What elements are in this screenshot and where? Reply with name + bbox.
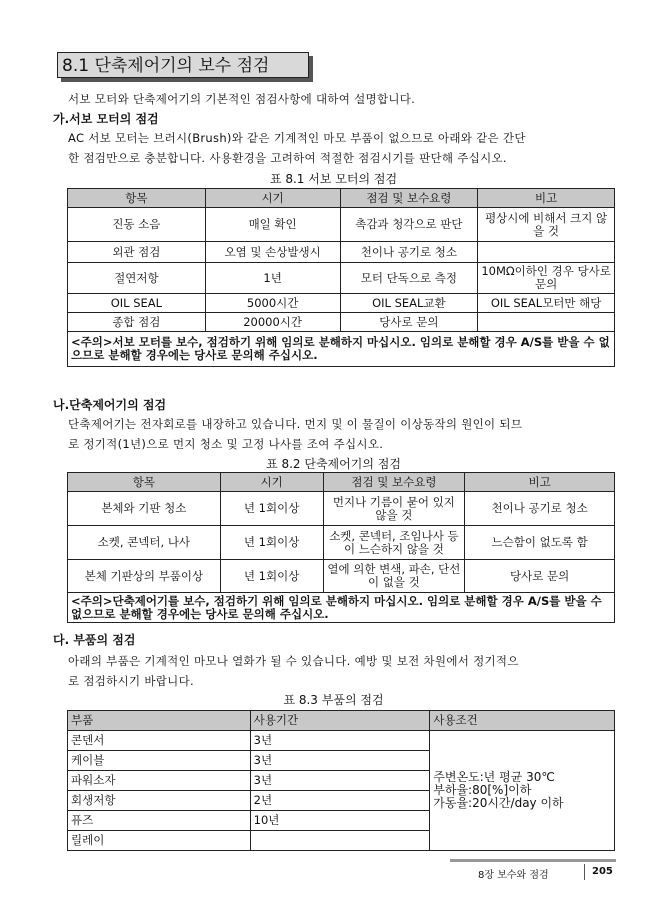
- table-row: [68, 492, 615, 526]
- table-row: [68, 313, 615, 332]
- table-cell: 년 1회이상: [220, 560, 323, 593]
- table-cell: 평상시에 비해서 크지 않을 것: [478, 208, 615, 242]
- table-cell: 파워소자: [68, 771, 251, 791]
- col-header: 비고: [478, 189, 615, 208]
- col-header: 점검 및 보수요령: [323, 473, 465, 492]
- condition-line: 부하율:80[%]이하: [433, 783, 532, 797]
- condition-line: 가동율:20시간/day 이하: [433, 796, 564, 810]
- table-cell: 1년: [205, 263, 340, 294]
- footer-chapter: 8장 보수와 점검: [478, 870, 549, 881]
- col-header: 시기: [205, 189, 340, 208]
- table-row: [68, 526, 615, 560]
- table-cell: 10MΩ이하인 경우 당사로 문의: [478, 263, 615, 294]
- heading-c: 다. 부품의 점검: [53, 633, 136, 647]
- para-b2: 로 정기적(1년)으로 먼지 청소 및 고정 나사를 조여 주십시오.: [68, 437, 384, 451]
- table-row: [68, 208, 615, 242]
- table-cell: 케이블: [68, 751, 251, 771]
- table-cell: 3년: [250, 771, 430, 791]
- table-cell: 당사로 문의: [465, 560, 615, 593]
- table-parts-inspection: [67, 710, 615, 851]
- intro-text: 서보 모터와 단축제어기의 기본적인 점검사항에 대하여 설명합니다.: [68, 92, 416, 106]
- table-cell: OIL SEAL: [68, 294, 206, 313]
- heading-b: 나.단축제어기의 점검: [53, 398, 167, 412]
- col-header: 비고: [465, 473, 615, 492]
- table-cell: 2년: [250, 791, 430, 811]
- table-cell: 외관 점검: [68, 242, 206, 263]
- table-cell: 느슨함이 없도록 함: [465, 526, 615, 560]
- table-cell: 소켓, 콘넥터, 나사: [68, 526, 221, 560]
- table-cell: 먼지나 기름이 묻어 있지 않을 것: [323, 492, 465, 526]
- table-cell: 종합 점검: [68, 313, 206, 332]
- table2-caption: 표 8.2 단축제어기의 점검: [266, 457, 401, 471]
- table-cell: 3년: [250, 731, 430, 751]
- table-cell: 릴레이: [68, 831, 251, 851]
- table-cell: [478, 313, 615, 332]
- col-header: 부품: [68, 711, 251, 731]
- table-cell: 년 1회이상: [220, 492, 323, 526]
- table-cell: 년 1회이상: [220, 526, 323, 560]
- table-cell: 오염 및 손상발생시: [205, 242, 340, 263]
- table-cell: [478, 242, 615, 263]
- para-b1: 단축제어기는 전자회로를 내장하고 있습니다. 먼지 및 이 물질이 이상동작의 원인이 되므: [68, 417, 523, 431]
- usage-conditions: [430, 731, 615, 851]
- footer-divider: [584, 864, 585, 880]
- condition-line: 주변온도:년 평균 30℃: [433, 770, 555, 784]
- table-cell: OIL SEAL모터만 해당: [478, 294, 615, 313]
- table-cell: 20000시간: [205, 313, 340, 332]
- heading-a: 가.서보 모터의 점검: [53, 112, 159, 126]
- table-row: [68, 560, 615, 593]
- col-header: 사용조건: [430, 711, 615, 731]
- table-cell: 천이나 공기로 청소: [340, 242, 478, 263]
- table-row: [68, 263, 615, 294]
- table3-caption: 표 8.3 부품의 점검: [283, 693, 384, 707]
- table-cell: 5000시간: [205, 294, 340, 313]
- caution-note: <주의>서보 모터를 보수, 점검하기 위해 임의로 분해하지 마십시오. 임의로 분해할 경우 A/S를 받을 수 없으므로 분해할 경우에는 당사로 문의해 주십시오.: [68, 332, 615, 367]
- para-a1: AC 서보 모터는 브러시(Brush)와 같은 기계적인 마모 부품이 없으므로 아래와 같은 간단: [68, 131, 526, 145]
- table-row: [68, 242, 615, 263]
- para-c1: 아래의 부품은 기계적인 마모나 열화가 될 수 있습니다. 예방 및 보전 차원에서 정기적으: [68, 654, 519, 668]
- table-row: [68, 294, 615, 313]
- table-cell: 10년: [250, 811, 430, 831]
- table-cell: 회생저항: [68, 791, 251, 811]
- table-cell: 촉감과 청각으로 판단: [340, 208, 478, 242]
- table-cell: 3년: [250, 751, 430, 771]
- table-cell: 본체 기판상의 부품이상: [68, 560, 221, 593]
- table-cell: 절연저항: [68, 263, 206, 294]
- table-cell: OIL SEAL교환: [340, 294, 478, 313]
- table-cell: 당사로 문의: [340, 313, 478, 332]
- table1-caption: 표 8.1 서보 모터의 점검: [269, 172, 398, 186]
- table-servo-inspection: [67, 188, 615, 367]
- table-cell: 진동 소음: [68, 208, 206, 242]
- table-cell: 소켓, 콘넥터, 조임나사 등이 느슨하지 않을 것: [323, 526, 465, 560]
- table-cell: 매일 확인: [205, 208, 340, 242]
- table-controller-inspection: [67, 472, 615, 623]
- col-header: 시기: [220, 473, 323, 492]
- table-cell: 퓨즈: [68, 811, 251, 831]
- table-cell: 모터 단독으로 측정: [340, 263, 478, 294]
- col-header: 사용기간: [250, 711, 430, 731]
- col-header: 점검 및 보수요령: [340, 189, 478, 208]
- page-number: 205: [592, 866, 613, 877]
- col-header: 항목: [68, 189, 206, 208]
- table-cell: 열에 의한 변색, 파손, 단선이 없을 것: [323, 560, 465, 593]
- table-cell: 본체와 기판 청소: [68, 492, 221, 526]
- table-cell: 천이나 공기로 청소: [465, 492, 615, 526]
- caution-note: <주의>단축제어기를 보수, 점검하기 위해 임의로 분해하지 마십시오. 임의로 분해할 경우 A/S를 받을 수 없으므로 분해할 경우에는 당사로 문의해 주십시오.: [68, 593, 615, 623]
- col-header: 항목: [68, 473, 221, 492]
- section-title: 8.1 단축제어기의 보수 점검: [57, 52, 309, 78]
- para-a2: 한 점검만으로 충분합니다. 사용환경을 고려하여 적절한 점검시기를 판단해 주십시오.: [68, 151, 507, 165]
- table-cell: 콘덴서: [68, 731, 251, 751]
- table-row: [68, 731, 615, 751]
- para-c2: 로 점검하시기 바랍니다.: [68, 674, 194, 688]
- footer-rule: [450, 859, 616, 862]
- table-cell: [250, 831, 430, 851]
